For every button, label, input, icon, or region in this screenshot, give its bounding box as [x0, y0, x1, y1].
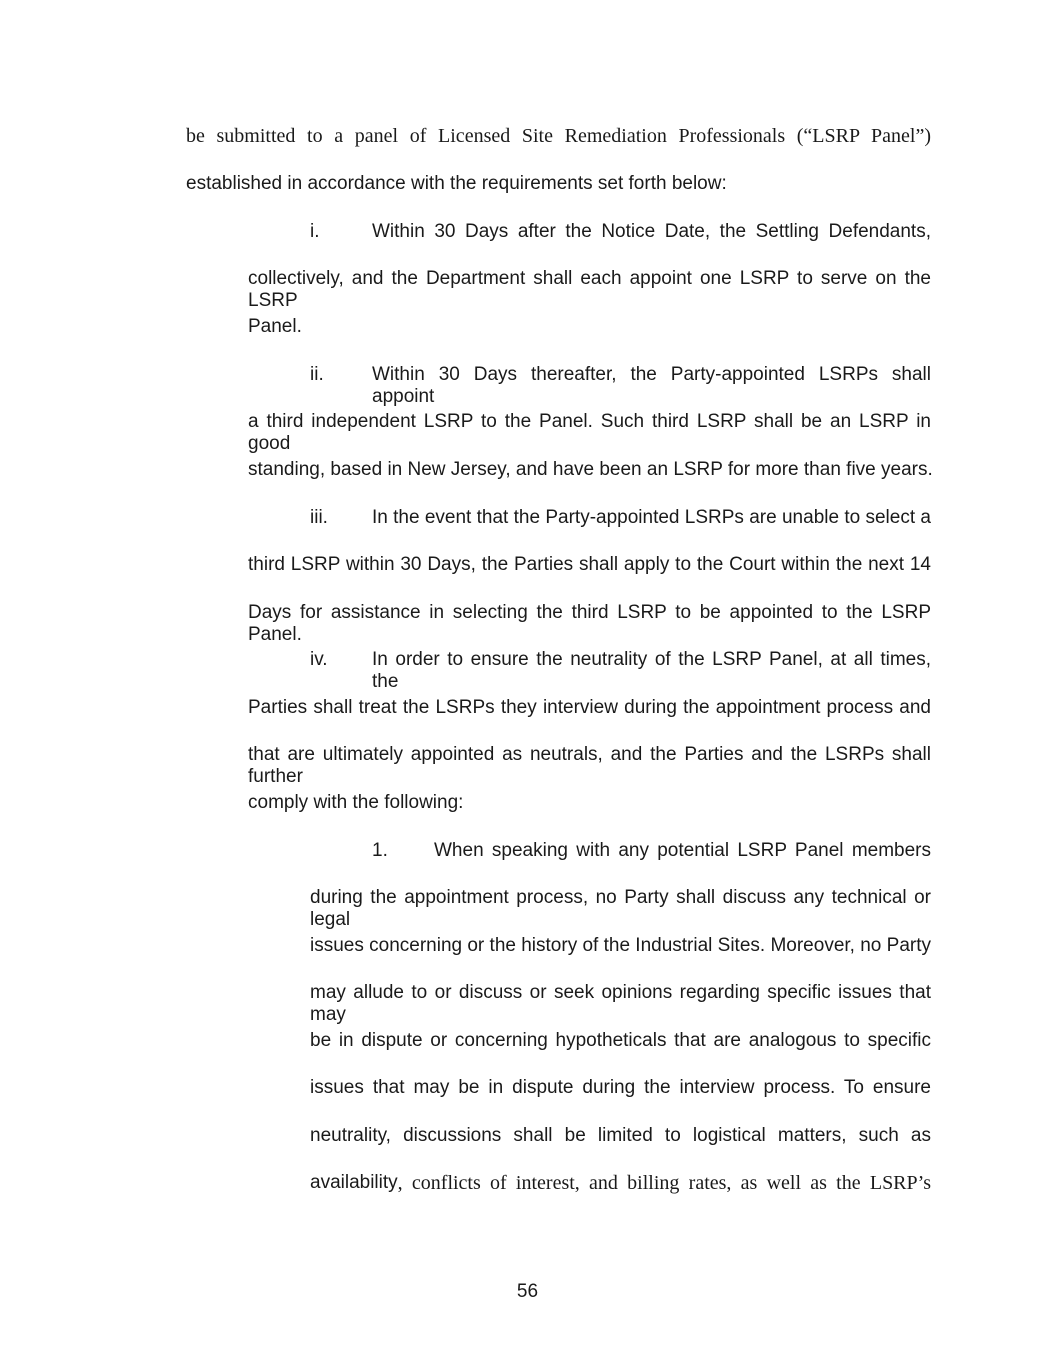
- item-ii-line-1: Within 30 Days thereafter, the Party-appointed LSRPs shall appoint: [372, 364, 931, 407]
- item-i-marker: i.: [310, 221, 320, 242]
- subitem-1-line-4: may allude to or discuss or seek opinions regarding specific issues that may: [310, 982, 931, 1025]
- item-iv-line-1: In order to ensure the neutrality of the LSRP Panel, at all times, the: [372, 649, 931, 692]
- item-iii-line-1: In the event that the Party-appointed LSRPs are unable to select a: [372, 507, 931, 528]
- item-i-line-1: Within 30 Days after the Notice Date, the Settling Defendants,: [372, 221, 931, 242]
- item-ii-line-2: a third independent LSRP to the Panel. Such third LSRP shall be an LSRP in good: [248, 411, 931, 454]
- item-ii-marker: ii.: [310, 364, 324, 385]
- item-iii-marker: iii.: [310, 507, 328, 528]
- item-iv-line-3: that are ultimately appointed as neutrals, and the Parties and the LSRPs shall further: [248, 744, 931, 787]
- intro-line-1: be submitted to a panel of Licensed Site Remediation Professionals (“LSRP Panel”): [186, 125, 931, 147]
- subitem-1-line-5: be in dispute or concerning hypotheticals that are analogous to specific: [310, 1030, 931, 1051]
- subitem-1-marker: 1.: [372, 840, 388, 861]
- item-i-line-2: collectively, and the Department shall each appoint one LSRP to serve on the LSRP: [248, 268, 931, 311]
- subitem-1-line-8-word: availability: [310, 1172, 398, 1193]
- subitem-1-line-8: [310, 1172, 931, 1194]
- subitem-1-line-1: When speaking with any potential LSRP Panel members: [434, 840, 931, 861]
- page-number: 56: [516, 1281, 539, 1302]
- subitem-1-line-6: issues that may be in dispute during the interview process. To ensure: [310, 1077, 931, 1098]
- intro-line-2: established in accordance with the requirements set forth below:: [186, 173, 727, 194]
- item-iv-marker: iv.: [310, 649, 328, 670]
- item-iii-line-3: Days for assistance in selecting the third LSRP to be appointed to the LSRP Panel.: [248, 602, 931, 645]
- item-iv-line-2: Parties shall treat the LSRPs they interview during the appointment process and: [248, 697, 931, 718]
- item-i-line-3: Panel.: [248, 316, 302, 337]
- subitem-1-line-8-rest: , conflicts of interest, and billing rates, as well as the LSRP’s: [397, 1172, 931, 1194]
- item-ii-line-3: standing, based in New Jersey, and have been an LSRP for more than five years.: [248, 459, 933, 480]
- subitem-1-line-7: neutrality, discussions shall be limited to logistical matters, such as: [310, 1125, 931, 1146]
- item-iii-line-2: third LSRP within 30 Days, the Parties shall apply to the Court within the next 14: [248, 554, 931, 575]
- subitem-1-line-3: issues concerning or the history of the Industrial Sites. Moreover, no Party: [310, 935, 931, 956]
- subitem-1-line-2: during the appointment process, no Party shall discuss any technical or legal: [310, 887, 931, 930]
- item-iv-line-4: comply with the following:: [248, 792, 464, 813]
